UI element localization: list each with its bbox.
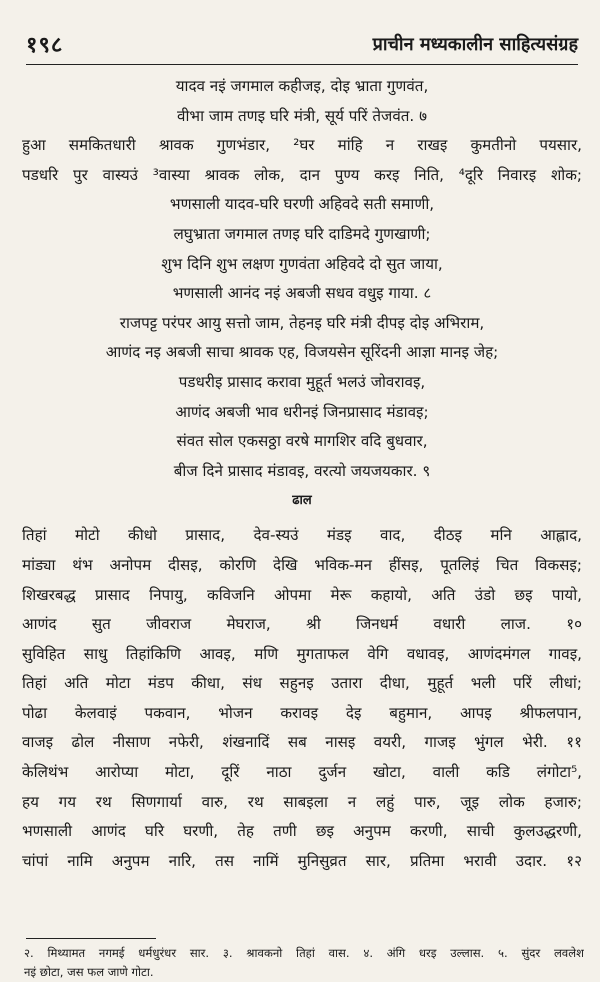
footnote-line: नइं छोटा, जस फल जाणे गोटा. — [24, 965, 154, 979]
verse-line: पडधरीइ प्रासाद करावा मुहूर्त भलउं जोवरावइ, — [178, 372, 426, 391]
verse-line: यादव नइं जगमाल कहीजइ, दोइ भ्राता गुणवंत, — [175, 77, 429, 95]
verse-line: बीज दिने प्रासाद मंडावइ, वरत्यो जयजयकार. ९ — [173, 461, 431, 480]
verse-line: संवत सोल एकसठ्ठा वरषे मागशिर वदि बुधवार, — [176, 432, 428, 451]
verse-line: आणंद अबजी भाव धरीनइं जिनप्रासाद मंडावइ; — [175, 402, 429, 421]
verse-line: शिखरबद्ध प्रासाद निपायु, कविजनि ओपमा मेरू कहायो, अति उंडो छइ पायो, — [22, 585, 582, 604]
section-heading: ढाल — [292, 493, 312, 509]
footnotes — [24, 944, 584, 982]
header-rule — [26, 64, 578, 65]
verse-line: शुभ दिनि शुभ लक्षण गुणवंता अहिवदे दो सुत जाया, — [161, 254, 443, 273]
verse-line: आणंद नइ अबजी साचा श्रावक एह, विजयसेन सूरिंदनी आज्ञा मानइ जेह; — [105, 343, 499, 362]
verse-line: तिहां मोटो कीधो प्रासाद, देव-स्यउं मंडइ वाद, दीठइ मनि आह्लाद, — [22, 526, 582, 545]
running-title: प्राचीन मध्यकालीन साहित्यसंग्रह — [372, 34, 578, 55]
verse-line: वाजइ ढोल नीसाण नफेरी, शंखनादिं सब नासइ वयरी, गाजइ भुंगल भेरी. ११ — [22, 733, 582, 752]
verse-line: भणसाली यादव-घरि घरणी अहिवदे सती समाणी, — [169, 195, 435, 214]
verse-line: लघुभ्राता जगमाल तणइ घरि दाडिमदे गुणखाणी; — [173, 224, 431, 243]
verse-line: तिहां अति मोटा मंडप कीधा, संध सहुनइ उतारा दीधा, मुहूर्त भली परिं लीधां; — [22, 674, 582, 693]
poem-body — [22, 72, 582, 876]
page-header — [26, 26, 578, 62]
verse-line: पडधरि पुर वास्यउं ³वास्या श्रावक लोक, दान पुण्य करइ निति, ⁴दूरि निवारइ शोक; — [22, 165, 582, 184]
verse-line: मांड्या थंभ अनोपम दीसइ, कोरणि देखि भविक-मन हींसइ, पूतलिइं चित विकसइ; — [22, 555, 582, 574]
verse-line: पोढा केलवाइं पकवान, भोजन करावइ देइ बहुमान, आपइ श्रीफलपान, — [22, 703, 582, 722]
verse-line: हय गय रथ सिणगार्या वारु, रथ साबइला न लहुं पारु, जूइ लोक हजारु; — [22, 792, 582, 811]
verse-line: चांपां नामि अनुपम नारि, तस नामिं मुनिसुव्रत सार, प्रतिमा भरावी उदार. १२ — [22, 851, 582, 870]
verse-line: राजपट्ट परंपर आयु सत्तो जाम, तेहनइ घरि मंत्री दीपइ दोइ अभिराम, — [119, 313, 485, 332]
verse-line: भणसाली आनंद नइं अबजी सधव वधुइ गाया. ८ — [172, 284, 432, 303]
footnote-line: २. मिथ्यामत नगमई धर्मधुरंधर सार. ३. श्रावकनो तिहां वास. ४. अंगि धरइ उल्लास. ५. सुंदर लवलेश — [24, 946, 584, 960]
verse-line: भणसाली आणंद घरि घरणी, तेह तणी छइ अनुपम करणी, साची कुलउद्धरणी, — [22, 822, 582, 841]
verse-line: आणंद सुत जीवराज मेघराज, श्री जिनधर्म वधारी लाज. १० — [22, 615, 582, 634]
verse-line: केलिथंभ आरोप्या मोटा, दूरिं नाठा दुर्जन खोटा, वाली कडि लंगोटा⁵, — [22, 763, 582, 782]
verse-line: वीभा जाम तणइ घरि मंत्री, सूर्य परिं तेजवंत. ७ — [177, 106, 427, 125]
verse-line: सुविहित साधु तिहांकिणि आवइ, मणि मुगताफल वेगि वधावइ, आणंदमंगल गावइ, — [22, 644, 582, 663]
verse-line: हुआ समकितधारी श्रावक गुणभंडार, ²घर मांहि न राखइ कुमतीनो पयसार, — [22, 136, 582, 155]
page-number: १९८ — [26, 33, 64, 58]
footnote-rule — [26, 938, 156, 939]
